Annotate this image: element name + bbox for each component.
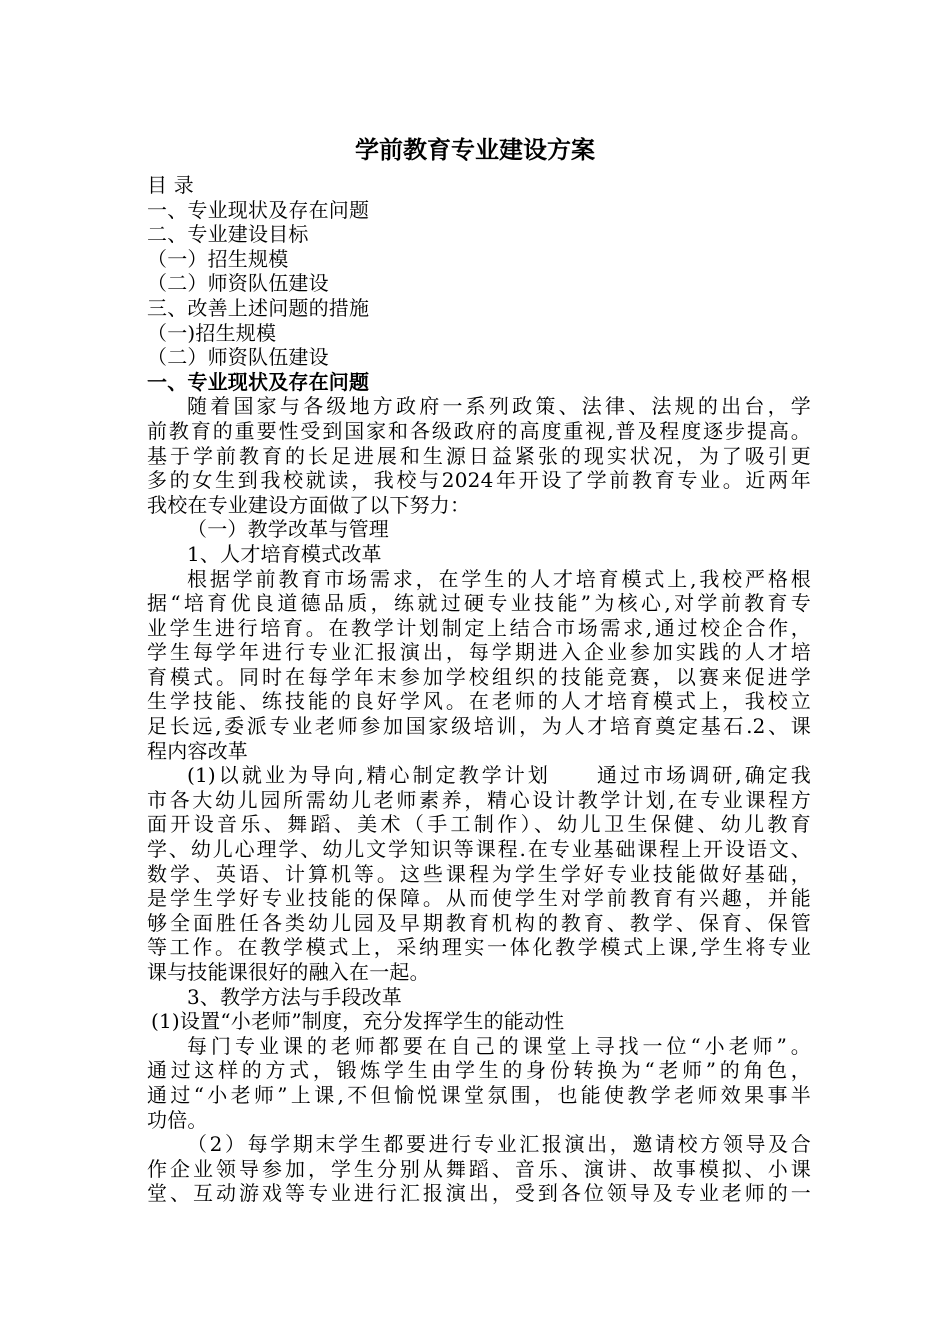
text-line: 课与技能课很好的融入在一起。 [147, 960, 430, 984]
text-line: 面开设音乐、舞蹈、美术（手工制作）、幼儿卫生保健、幼儿教育 [147, 812, 811, 837]
text-line: 数学、英语、计算机等。这些课程为学生学好专业技能做好基础， [147, 861, 811, 886]
document-title: 学前教育专业建设方案 [355, 135, 595, 164]
text-line: 功倍。 [147, 1107, 208, 1132]
text-line: 作企业领导参加，学生分别从舞蹈、音乐、演讲、故事模拟、小课 [147, 1156, 811, 1181]
text-line: 随着国家与各级地方政府一系列政策、法律、法规的出台，学 [187, 394, 811, 419]
text-line: 3、教学方法与手段改革 [187, 984, 402, 1009]
text-line: 是学生学好专业技能的保障。从而使学生对学前教育有兴趣，并能 [147, 886, 811, 911]
text-line: 学生每学年进行专业汇报演出，每学期进入企业参加实践的人才培 [147, 640, 811, 665]
section-heading: 一、专业现状及存在问题 [147, 369, 370, 394]
text-line: 程内容改革 [147, 738, 248, 763]
document-body [147, 173, 811, 1206]
text-line: 根据学前教育市场需求，在学生的人才培育模式上,我校严格根 [187, 566, 811, 591]
text-line: (1)以就业为导向,精心制定教学计划 通过市场调研,确定我 [187, 763, 811, 788]
text-line: （一）教学改革与管理 [187, 517, 389, 542]
text-line: 够全面胜任各类幼儿园及早期教育机构的教育、教学、保育、保管 [147, 910, 811, 935]
text-line: 等工作。在教学模式上，采纳理实一体化教学模式上课,学生将专业 [147, 935, 811, 960]
text-line: 我校在专业建设方面做了以下努力： [147, 492, 471, 517]
text-line: 堂、互动游戏等专业进行汇报演出，受到各位领导及专业老师的一 [147, 1181, 811, 1206]
text-line: 前教育的重要性受到国家和各级政府的高度重视,普及程度逐步提高。 [147, 418, 811, 443]
text-line: 每门专业课的老师都要在自己的课堂上寻找一位“小老师”。 [187, 1033, 811, 1058]
text-line: 足长远,委派专业老师参加国家级培训，为人才培育奠定基石.2、课 [147, 714, 811, 739]
text-line: 育模式。同时在每学年末参加学校组织的技能竞赛，以赛来促进学 [147, 664, 811, 689]
text-line: 业学生进行培育。在教学计划制定上结合市场需求,通过校企合作， [147, 615, 811, 640]
text-line: 一、专业现状及存在问题 [147, 197, 370, 222]
text-line: 1、人才培育模式改革 [187, 541, 382, 566]
text-line: 三、改善上述问题的措施 [147, 295, 370, 320]
text-line: （二）师资队伍建设 [147, 271, 329, 296]
text-line: （2）每学期末学生都要进行专业汇报演出，邀请校方领导及合 [187, 1132, 811, 1157]
text-line: 生学技能、练技能的良好学风。在老师的人才培育模式上，我校立 [147, 689, 811, 714]
text-line: （二）师资队伍建设 [147, 345, 329, 370]
text-line: 目 录 [147, 173, 194, 197]
text-line: 多的女生到我校就读，我校与2024年开设了学前教育专业。近两年 [147, 468, 811, 493]
text-line: 通过“小老师”上课,不但愉悦课堂氛围，也能使教学老师效果事半 [147, 1082, 811, 1107]
text-line: 基于学前教育的长足进展和生源日益紧张的现实状况，为了吸引更 [147, 443, 811, 468]
text-line: 二、专业建设目标 [147, 222, 309, 247]
text-line: 据“培育优良道德品质，练就过硬专业技能”为核心,对学前教育专 [147, 591, 811, 616]
text-line: 学、幼儿心理学、幼儿文学知识等课程.在专业基础课程上开设语文、 [147, 837, 811, 862]
text-line: 通过这样的方式，锻炼学生由学生的身份转换为“老师”的角色， [147, 1058, 811, 1083]
text-line: (1)设置“小老师”制度，充分发挥学生的能动性 [151, 1009, 565, 1034]
text-line: （一)招生规模 [147, 320, 277, 345]
text-line: （一）招生规模 [147, 246, 289, 271]
text-line: 市各大幼儿园所需幼儿老师素养，精心设计教学计划,在专业课程方 [147, 787, 811, 812]
